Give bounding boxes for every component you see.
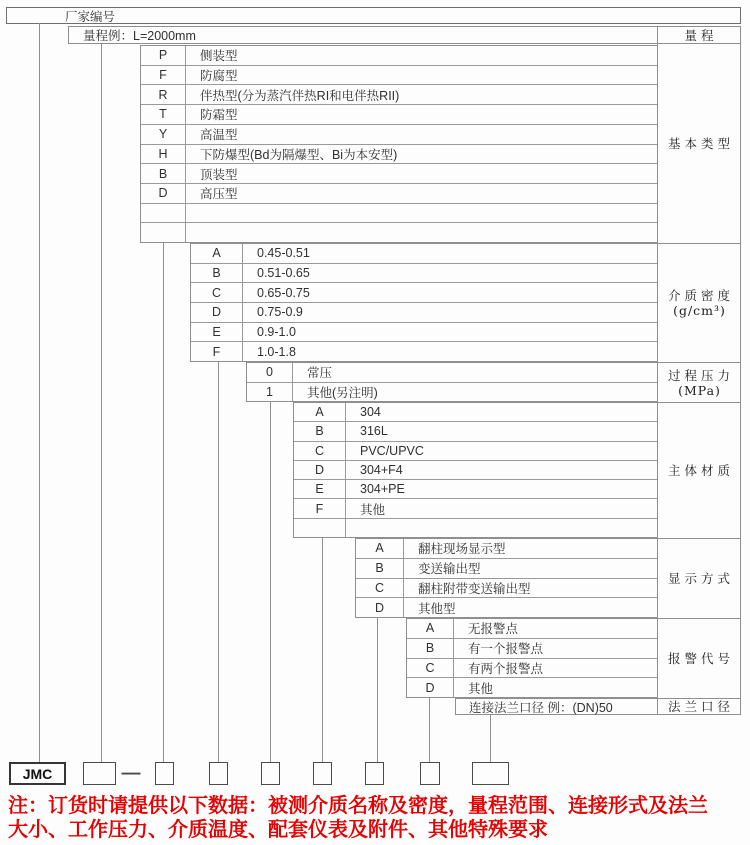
label-range: 量程 [657, 26, 741, 44]
description-cell: PVC/UPVC [360, 443, 424, 458]
code-box-flange [472, 762, 509, 785]
connector-line-density [218, 361, 219, 763]
description-cell: 304+F4 [360, 462, 403, 477]
code-cell [141, 223, 186, 242]
code-cell: D [191, 303, 243, 322]
description-cell: 0.65-0.75 [257, 285, 310, 300]
code-cell: T [141, 105, 186, 124]
description-cell: 1.0-1.8 [257, 344, 296, 359]
description-cell: 伴热型(分为蒸汽伴热RI和电伴热RII) [200, 88, 400, 103]
table-row [141, 164, 657, 184]
table-row [294, 461, 657, 480]
pressure-table [246, 362, 658, 402]
connector-line-flange [490, 714, 491, 763]
table-row [141, 204, 657, 224]
code-box-pressure [261, 762, 280, 785]
code-cell: 1 [247, 383, 293, 402]
description-cell: 其他 [468, 681, 494, 696]
range-example-row [68, 26, 658, 44]
table-row [141, 145, 657, 165]
code-cell: B [141, 164, 186, 183]
table-row [141, 66, 657, 86]
description-cell: 304 [360, 405, 381, 420]
code-box-material [313, 762, 332, 785]
table-row [247, 383, 657, 402]
connector-line-material [322, 537, 323, 763]
code-cell: A [356, 539, 404, 558]
description-cell [346, 519, 657, 537]
description-cell: 其他型 [418, 601, 456, 616]
code-cell: D [407, 678, 454, 697]
description-cell [186, 223, 657, 242]
code-cell: B [356, 559, 404, 578]
table-row [356, 559, 657, 579]
code-cell: F [141, 66, 186, 85]
code-cell: D [141, 184, 186, 203]
table-row [356, 579, 657, 599]
code-cell: 0 [247, 363, 293, 382]
table-row [294, 519, 657, 537]
description-cell: 翻柱现场显示型 [418, 542, 506, 557]
table-row [141, 46, 657, 66]
code-cell: R [141, 85, 186, 104]
description-cell: 有两个报警点 [468, 661, 544, 676]
description-cell: 其他 [360, 502, 386, 517]
code-cell: H [141, 145, 186, 164]
description-cell: 侧装型 [200, 49, 238, 64]
code-box-range [83, 762, 116, 785]
code-cell: B [294, 422, 346, 440]
table-row [191, 342, 657, 361]
table-row [141, 85, 657, 105]
label-material: 主体材质 [657, 402, 741, 539]
description-cell: 304+PE [360, 482, 405, 497]
description-cell: 顶装型 [200, 167, 238, 182]
code-cell: D [356, 598, 404, 617]
label-pressure: 过程压力 (MPa) [657, 362, 741, 403]
table-row [294, 499, 657, 518]
code-cell [141, 204, 186, 223]
description-cell: 0.45-0.51 [257, 246, 310, 261]
model-separator: — [121, 762, 141, 784]
label-density: 介质密度 (g/cm³) [657, 243, 741, 363]
code-cell [294, 519, 346, 537]
table-row [294, 480, 657, 499]
table-row [141, 223, 657, 242]
description-cell: 0.51-0.65 [257, 266, 310, 280]
description-cell: 防霜型 [200, 108, 238, 123]
connector-line-alarm [429, 697, 430, 763]
table-row [141, 125, 657, 145]
table-row [141, 184, 657, 204]
label-basic-type: 基本类型 [657, 43, 741, 244]
flange-row [455, 698, 658, 715]
table-row [247, 363, 657, 383]
description-cell: 316L [360, 424, 388, 439]
display-mode-table [355, 538, 658, 618]
factory-number-label: 厂家编号 [65, 9, 116, 24]
description-cell [186, 204, 657, 223]
connector-line-basic [163, 242, 164, 763]
model-prefix-text: JMC [22, 765, 53, 782]
code-cell: B [191, 264, 243, 283]
description-cell: 0.9-1.0 [257, 325, 296, 340]
code-box-alarm [420, 762, 440, 785]
code-cell: Y [141, 125, 186, 144]
code-cell: C [191, 283, 243, 302]
connector-line-range [101, 43, 102, 763]
code-cell: A [294, 403, 346, 421]
description-cell: 防腐型 [200, 69, 238, 84]
code-cell: P [141, 46, 186, 65]
label-alarm-code: 报警代号 [657, 618, 741, 699]
density-table [190, 243, 658, 362]
description-cell: 0.75-0.9 [257, 305, 303, 320]
code-cell: C [407, 659, 454, 678]
code-cell: C [294, 442, 346, 460]
code-cell: D [294, 461, 346, 479]
factory-number-box [6, 7, 741, 24]
connector-line-factory [39, 23, 40, 763]
code-cell: F [294, 499, 346, 517]
table-row [191, 303, 657, 323]
model-prefix-box [9, 762, 66, 785]
flange-row-text: 连接法兰口径 例：(DN)50 [469, 700, 613, 715]
label-display-mode: 显示方式 [657, 538, 741, 619]
code-box-display [365, 762, 384, 785]
code-box-basic-type [155, 762, 174, 785]
code-cell: C [356, 579, 404, 598]
table-row [191, 323, 657, 343]
alarm-code-table [406, 618, 658, 698]
code-cell: A [407, 619, 454, 638]
table-row [407, 678, 657, 697]
material-table [293, 402, 658, 538]
table-row [407, 659, 657, 679]
basic-type-table [140, 45, 658, 243]
connector-line-display [377, 617, 378, 763]
description-cell: 无报警点 [468, 622, 519, 637]
table-row [191, 264, 657, 284]
description-cell: 高压型 [200, 187, 238, 202]
code-box-density [209, 762, 228, 785]
table-row [407, 639, 657, 659]
description-cell: 高温型 [200, 128, 238, 143]
table-row [356, 598, 657, 617]
code-cell: A [191, 244, 243, 263]
table-row [294, 403, 657, 422]
table-row [294, 422, 657, 441]
code-cell: F [191, 342, 243, 361]
label-flange: 法兰口径 [657, 698, 741, 715]
range-example-text: 量程例：L=2000mm [83, 29, 196, 43]
table-row [141, 105, 657, 125]
table-row [191, 283, 657, 303]
description-cell: 有一个报警点 [468, 642, 544, 657]
table-row [191, 244, 657, 264]
code-cell: E [294, 480, 346, 498]
connector-line-pressure [270, 401, 271, 763]
description-cell: 翻柱附带变送输出型 [418, 581, 531, 596]
table-row [407, 619, 657, 639]
description-cell: 下防爆型(Bd为隔爆型、Bi为本安型) [200, 147, 398, 162]
description-cell: 常压 [307, 366, 333, 381]
table-row [356, 539, 657, 559]
description-cell: 其他(另注明) [307, 385, 378, 400]
code-cell: B [407, 639, 454, 658]
description-cell: 变送输出型 [418, 562, 481, 577]
code-cell: E [191, 323, 243, 342]
order-note: 注：订货时请提供以下数据：被测介质名称及密度，量程范围、连接形式及法兰大小、工作压力、介质温度、配套仪表及附件、其他特殊要求 [8, 795, 708, 841]
table-row [294, 442, 657, 461]
